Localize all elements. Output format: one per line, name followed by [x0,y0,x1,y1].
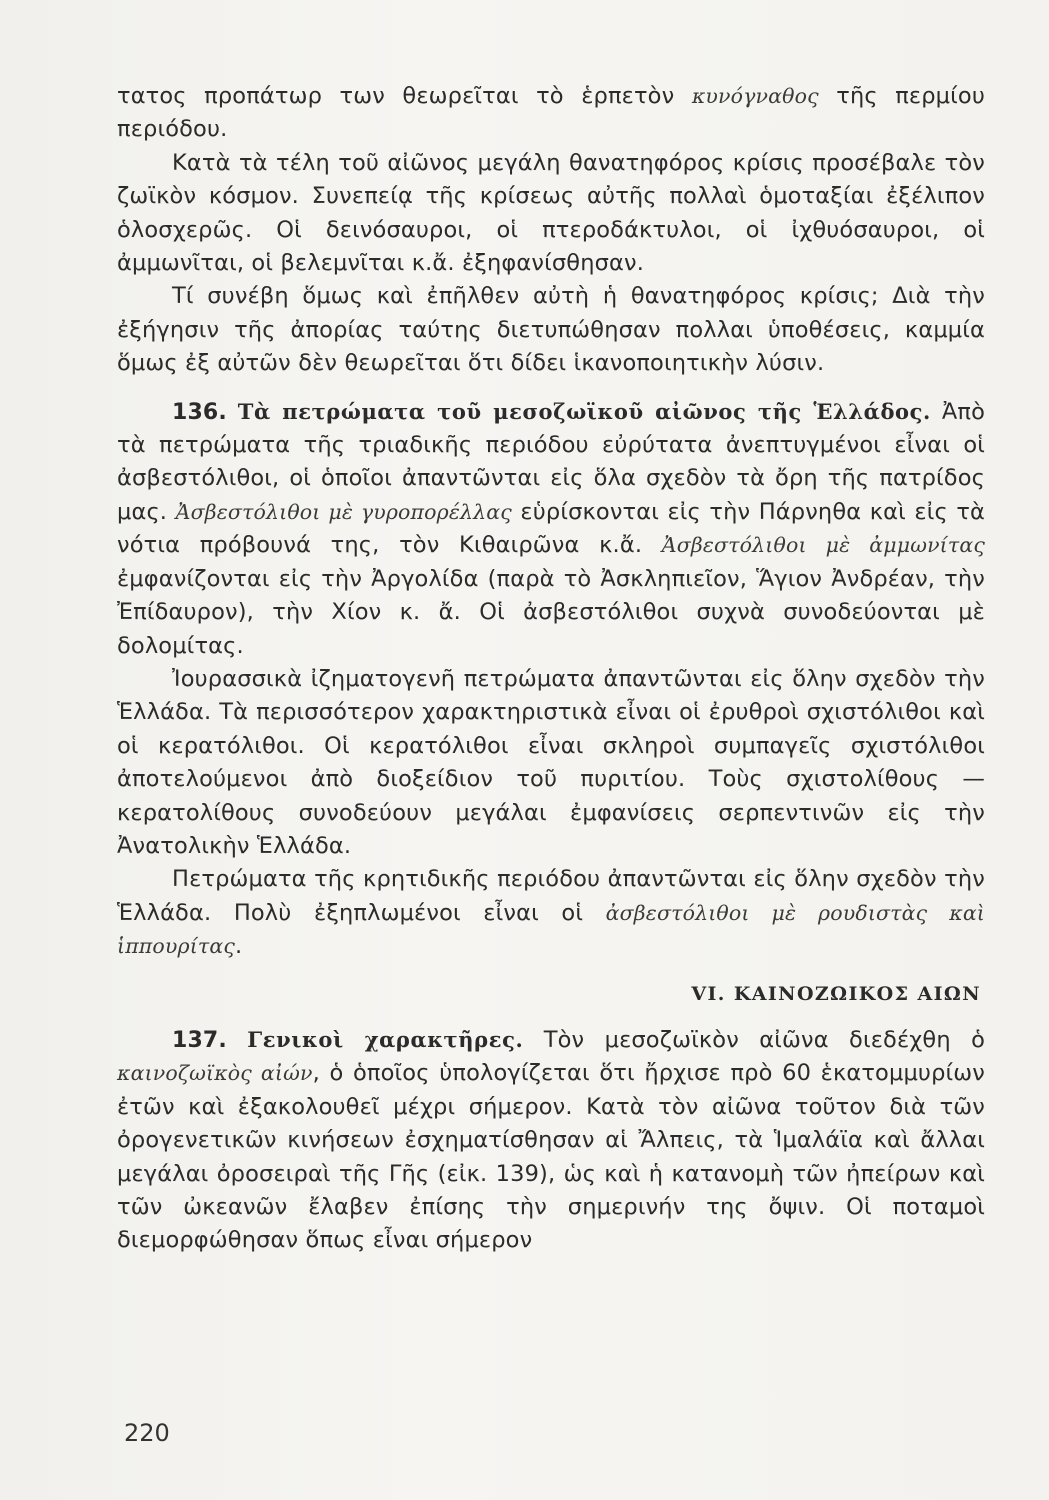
text-run: ἐμφανίζονται εἰς τὴν Ἀργολίδα (παρὰ τὸ Ἀσκληπιεῖον, Ἅγιον Ἀνδρέαν, τὴν Ἐπίδαυρον), τὴν Χίον κ. ἄ. Οἱ ἀσβεστόλιθοι συχνὰ συνοδεύονται μὲ δολομίτας. [117,565,985,659]
chapter-title: VI. ΚΑΙΝΟΖΩΙΚΟΣ ΑΙΩΝ [691,982,981,1005]
paragraph: Τί συνέβη ὅμως καὶ ἐπῆλθεν αὐτὴ ἡ θανατηφόρος κρίσις; Διὰ τὴν ἐξήγησιν τῆς ἀπορίας ταύτης διετυπώθησαν πολλαι ὑποθέσεις, καμμία ὅμως ἐξ αὐτῶν δὲν θεωρεῖται ὅτι δίδει ἱκανοποιητικὴν λύσιν. [117,283,985,377]
page-body-text [117,80,985,1258]
text-run: . [235,933,243,960]
section-heading: Τὰ πετρώματα τοῦ μεσοζωϊκοῦ αἰῶνος τῆς Ἑλλάδος. [237,398,931,424]
section-137-paragraph [117,1023,985,1258]
italic-term: ἀσβεστόλιθοι μὲ ρουδιστὰς καὶ ἱππουρίτας [117,900,985,959]
text-run: Ἀπὸ τὰ πετρώματα τῆς τριαδικῆς περιόδου εὐρύτατα ἀνεπτυγμένοι εἶναι οἱ ἀσβεστόλιθοι, οἱ ὁποῖοι ἀπαντῶνται εἰς ὅλα σχεδὸν τὰ ὄρη τῆς πατρίδος μας. [117,398,985,525]
spacer [117,381,985,395]
text-run: Πετρώματα τῆς κρητιδικῆς περιόδου ἀπαντῶνται εἰς ὅλην σχεδὸν τὴν Ἑλλάδα. Πολὺ ἐξηπλωμένοι εἶναι οἱ [117,866,985,926]
italic-term: καινοζωϊκὸς αἰών [117,1061,313,1086]
italic-term: Ἀσβεστόλιθοι μὲ ἀμμωνίτας [661,533,985,558]
page-number: 220 [124,1419,170,1447]
italic-term: Ἀσβεστόλιθοι μὲ γυροπορέλλας [175,499,512,524]
section-heading: Γενικοὶ χαρακτῆρες. [247,1026,524,1052]
section-number: 136. [172,399,227,425]
paragraph: Κατὰ τὰ τέλη τοῦ αἰῶνος μεγάλη θανατηφόρος κρίσις προσέβαλε τὸν ζωϊκὸν κόσμον. Συνεπείᾳ τῆς κρίσεως αὐτῆς πολλαὶ ὁμοταξίαι ἐξέλιπον ὁλοσχερῶς. Οἱ δεινόσαυροι, οἱ πτεροδάκτυλοι, οἱ ἰχθυόσαυροι, οἱ ἀμμωνῖται, οἱ βελεμνῖται κ.ἄ. ἐξηφανίσθησαν. [117,149,985,277]
text-run: τῆς περμίου περιόδου. [117,83,985,143]
section-136-paragraph [117,395,985,663]
paragraph [117,863,985,963]
text-run: , ὁ ὁποῖος ὑπολογίζεται ὅτι ἤρχισε πρὸ 60 ἑκατομμυρίων ἐτῶν καὶ ἐξακολουθεῖ μέχρι σήμερον. Κατὰ τὸν αἰῶνα τοῦτον διὰ τῶν ὀρογενετικῶν κινήσεων ἐσχηματίσθησαν αἱ Ἄλπεις, τὰ Ἱμαλάϊα καὶ ἄλλαι μεγάλαι ὀροσειραὶ τῆς Γῆς (εἰκ. 139), ὡς καὶ ἡ κατανομὴ τῶν ἠπείρων καὶ τῶν ὠκεανῶν ἔλαβεν ἐπίσης τὴν σημερινήν της ὄψιν. Οἱ ποταμοὶ διεμορφώθησαν ὅπως εἶναι σήμερον [117,1060,985,1254]
text-run: Τὸν μεσοζωϊκὸν αἰῶνα διεδέχθη ὁ [523,1026,985,1053]
paragraph: Ἰουρασσικὰ ἰζηματογενῆ πετρώματα ἀπαντῶνται εἰς ὅλην σχεδὸν τὴν Ἑλλάδα. Τὰ περισσότερον χαρακτηριστικὰ εἶναι οἱ ἐρυθροὶ σχιστόλιθοι καὶ οἱ κερατόλιθοι. Οἱ κερατόλιθοι εἶναι σκληροὶ συμπαγεῖς σχιστόλιθοι ἀποτελούμενοι ἀπὸ διοξείδιον τοῦ πυριτίου. Τοὺς σχιστολίθους — κερατολίθους συνοδεύουν μεγάλαι ἐμφανίσεις σερπεντινῶν εἰς τὴν Ἀνατολικὴν Ἑλλάδα. [117,665,985,859]
paragraph-continuation [117,80,985,147]
text-run: τατος προπάτωρ των θεωρεῖται τὸ ἑρπετὸν [117,83,692,109]
section-number: 137. [172,1027,227,1053]
italic-term: κυνόγναθος [691,84,819,108]
text-run: εὑρίσκονται εἰς τὴν Πάρνηθα καὶ εἰς τὰ νότια πρόβουνά της, τὸν Κιθαιρῶνα κ.ἄ. [117,498,985,559]
